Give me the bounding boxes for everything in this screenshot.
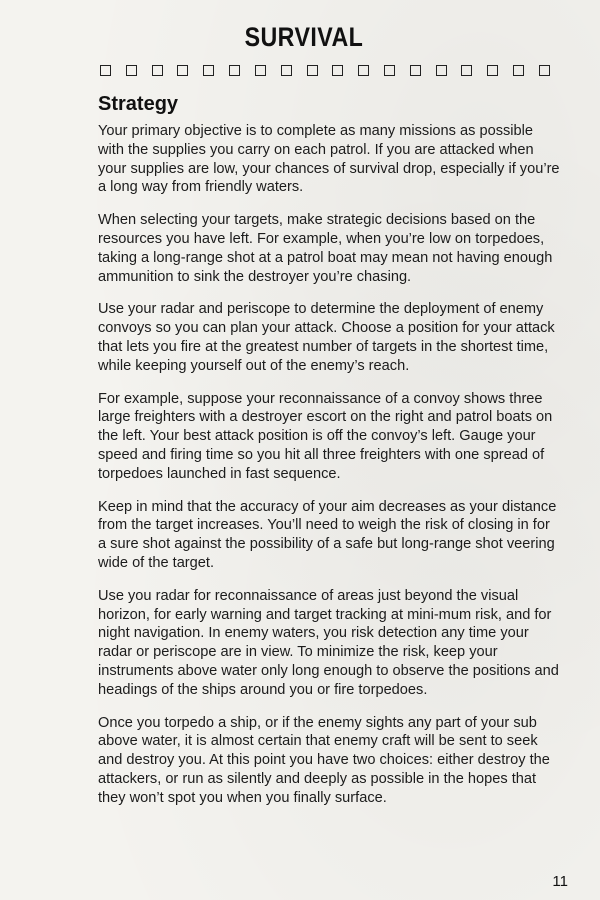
paragraph: Your primary objective is to complete as many missions as possible with the supplies you carry on each patrol. If you are attacked when your supplies are low, your chances of survival drop, especially if you’re a long way from friendly waters. bbox=[98, 123, 560, 196]
decorative-box bbox=[281, 65, 292, 76]
decorative-box bbox=[513, 65, 524, 76]
paragraph: When selecting your targets, make strategic decisions based on the resources you have left. For example, when you’re low on torpedoes, taking a long-range shot at a patrol boat may mean not having enough ammunition to sink the destroyer you’re chasing. bbox=[98, 212, 553, 285]
paragraph: Use you radar for reconnaissance of areas just beyond the visual horizon, for early warning and target tracking at mini-mum risk, and for night navigation. In enemy waters, you risk detection any time your radar or periscope are in view. To minimize the risk, keep your instruments above water only long enough to observe the positions and headings of the ships around you or fire torpedoes. bbox=[98, 587, 559, 698]
decorative-box bbox=[307, 65, 318, 76]
paragraph: Use your radar and periscope to determine the deployment of enemy convoys so you can plan your attack. Choose a position for your attack that lets you fire at the greatest number of targets in the shortest time, while keeping yourself out of the enemy’s reach. bbox=[98, 301, 555, 374]
decorative-box bbox=[487, 65, 498, 76]
decorative-box bbox=[152, 65, 163, 76]
paragraph: Once you torpedo a ship, or if the enemy sights any part of your sub above water, it is almost certain that enemy craft will be sent to seek and destroy you. At this point you have two choices: either destroy the attackers, or run as silently and deeply as possible in the hopes that they won’t spot you when you finally surface. bbox=[98, 714, 550, 806]
decorative-box bbox=[358, 65, 369, 76]
paragraph: Keep in mind that the accuracy of your aim decreases as your distance from the target increases. You’ll need to weigh the risk of closing in for a sure shot against the possibility of a safe but long-range shot veering wide of the target. bbox=[98, 498, 557, 571]
page-number: 11 bbox=[552, 873, 568, 890]
decorative-box bbox=[126, 65, 137, 76]
decorative-box bbox=[332, 65, 343, 76]
body-text bbox=[98, 122, 560, 822]
decorative-box bbox=[461, 65, 472, 76]
decorative-box bbox=[229, 65, 240, 76]
page-heading: SURVIVAL bbox=[244, 22, 364, 52]
paragraph: For example, suppose your reconnaissance of a convoy shows three large freighters with a destroyer escort on the right and patrol boats on the left. Your best attack position is off the convoy’s left. Gauge your speed and firing time so you hit all three freighters with one spread of torpedoes launched in fast sequence. bbox=[98, 390, 553, 482]
decorative-box bbox=[410, 65, 421, 76]
decorative-box-row bbox=[100, 65, 550, 79]
decorative-box bbox=[203, 65, 214, 76]
decorative-box bbox=[177, 65, 188, 76]
decorative-box bbox=[539, 65, 550, 76]
decorative-box bbox=[255, 65, 266, 76]
decorative-box bbox=[384, 65, 395, 76]
section-title: Strategy bbox=[98, 93, 179, 115]
decorative-box bbox=[100, 65, 111, 76]
decorative-box bbox=[436, 65, 447, 76]
